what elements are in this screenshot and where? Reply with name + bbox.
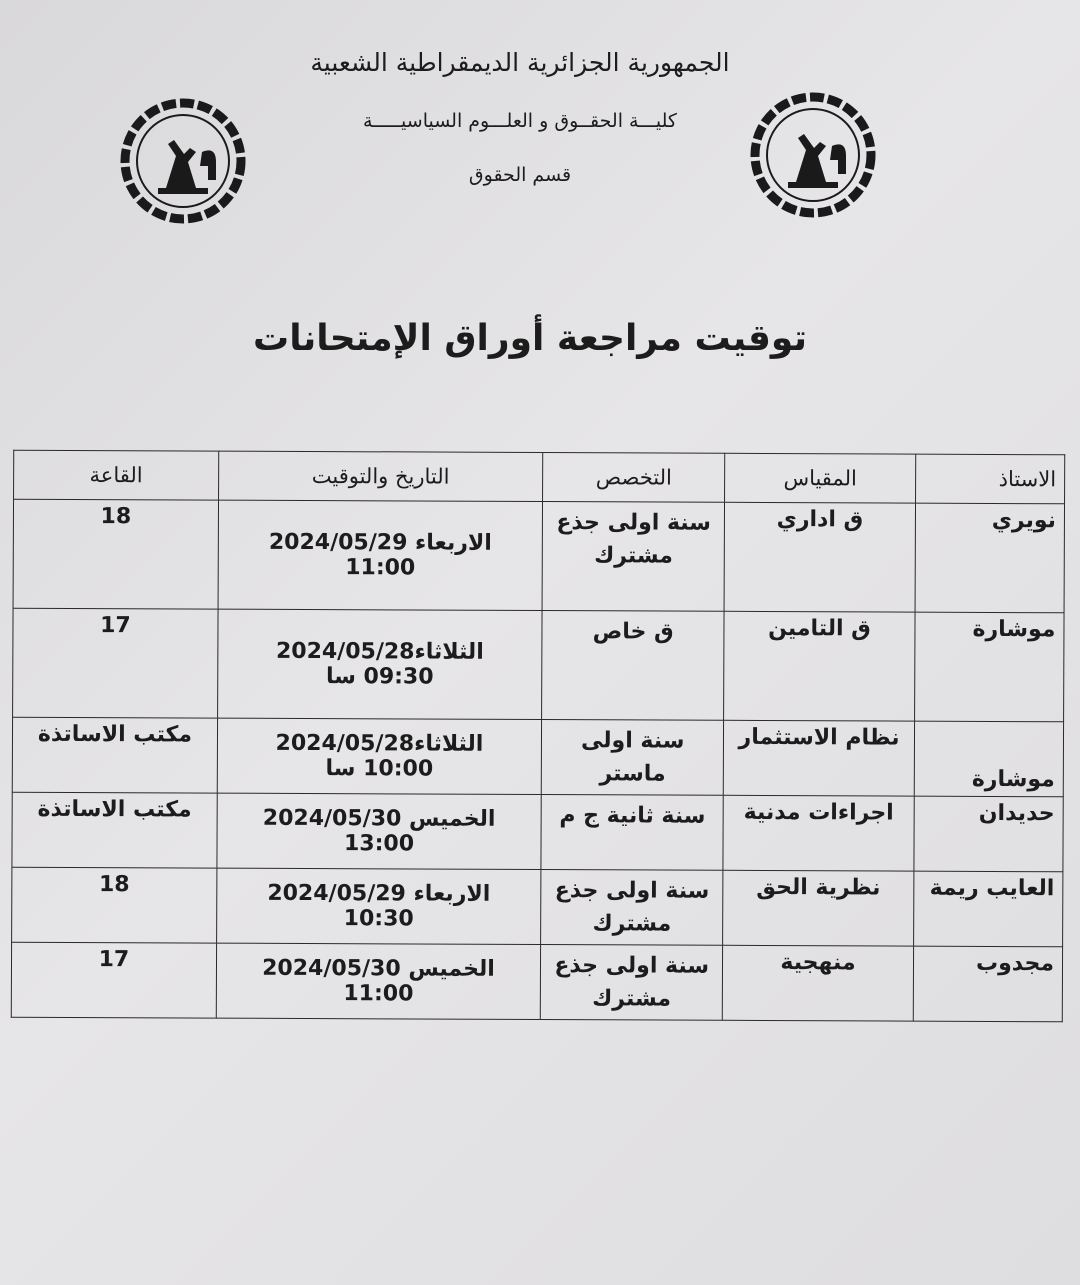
room-text: مكتب الاساتذة xyxy=(37,796,192,823)
table-row xyxy=(13,608,1064,722)
cell-room xyxy=(12,717,217,793)
header-specialty: التخصص xyxy=(543,453,725,503)
cell-datetime xyxy=(217,609,542,719)
cell-specialty xyxy=(541,795,724,871)
time-text: 10:00 سا xyxy=(325,756,434,782)
faculty-heading: كليـــة الحقــوق و العلـــوم السياسيـــــة xyxy=(363,110,677,132)
cell-professor: مجدوب xyxy=(913,946,1063,1022)
cell-specialty xyxy=(542,611,725,721)
date-text: الثلاثاء2024/05/28 xyxy=(275,638,484,665)
date-text: الثلاثاء2024/05/28 xyxy=(275,730,484,757)
cell-professor: موشارة xyxy=(914,721,1064,797)
cell-datetime xyxy=(217,793,542,869)
cell-professor: نويري xyxy=(915,503,1065,613)
time-text: 11:00 xyxy=(345,555,416,581)
document-title: توقيت مراجعة أوراق الإمتحانات xyxy=(253,318,807,359)
table-row xyxy=(12,867,1063,947)
date-text: الاربعاء 2024/05/29 xyxy=(268,529,492,556)
university-logo-left xyxy=(118,96,248,226)
date-text: الخميس 2024/05/30 xyxy=(262,955,495,982)
header-module: المقياس xyxy=(725,453,916,503)
header-room: القاعة xyxy=(14,450,219,500)
header-professor: الاستاذ xyxy=(915,454,1064,504)
cell-module: ق التامين xyxy=(724,611,915,721)
cell-datetime xyxy=(216,868,541,944)
specialty-text: سنة اولى ماستر xyxy=(580,728,685,787)
specialty-text: ق خاص xyxy=(592,619,674,645)
cell-datetime xyxy=(218,500,543,610)
cell-module: ق اداري xyxy=(724,502,915,612)
cell-specialty xyxy=(541,720,724,796)
room-text: 17 xyxy=(100,613,131,639)
table-row xyxy=(12,792,1063,872)
specialty-text: سنة ثانية ج م xyxy=(559,803,706,829)
header-datetime: التاريخ والتوقيت xyxy=(218,451,542,501)
cell-specialty xyxy=(542,502,725,612)
university-logo-right xyxy=(748,90,878,220)
time-text: 11:00 xyxy=(343,981,414,1007)
cell-room xyxy=(13,499,218,609)
cell-room xyxy=(11,942,216,1018)
table-row xyxy=(12,717,1063,797)
cell-room xyxy=(12,867,217,943)
specialty-text: سنة اولى جذع مشترك xyxy=(554,953,710,1012)
table-row xyxy=(13,499,1064,613)
cell-module: منهجية xyxy=(723,945,914,1021)
table-row xyxy=(11,942,1062,1022)
review-schedule-table xyxy=(11,450,1065,1023)
cell-datetime xyxy=(216,943,541,1019)
date-text: الاربعاء 2024/05/29 xyxy=(267,880,491,907)
cell-datetime xyxy=(217,718,542,794)
cell-professor: حديدان xyxy=(914,796,1064,872)
room-text: مكتب الاساتذة xyxy=(37,721,193,748)
cell-room xyxy=(13,608,218,718)
room-text: 18 xyxy=(98,872,130,898)
cell-room xyxy=(12,792,217,868)
time-text: 10:30 xyxy=(343,906,414,932)
republic-heading: الجمهورية الجزائرية الديمقراطية الشعبية xyxy=(310,48,730,77)
department-heading: قسم الحقوق xyxy=(468,164,572,186)
room-text: 17 xyxy=(98,947,130,973)
room-text: 18 xyxy=(100,504,132,530)
date-text: الخميس 2024/05/30 xyxy=(262,805,496,832)
time-text: 13:00 xyxy=(343,831,415,857)
cell-specialty xyxy=(540,945,723,1021)
cell-module: نظام الاستثمار xyxy=(724,720,915,796)
time-text: 09:30 سا xyxy=(325,664,434,690)
specialty-text: سنة اولى جذع مشترك xyxy=(556,510,712,569)
table-header-row xyxy=(14,450,1065,504)
cell-module: اجراءات مدنية xyxy=(723,795,914,871)
cell-professor: موشارة xyxy=(914,612,1064,722)
cell-module: نظرية الحق xyxy=(723,870,914,946)
specialty-text: سنة اولى جذع مشترك xyxy=(554,878,710,937)
cell-specialty xyxy=(541,870,724,946)
cell-professor: العايب ريمة xyxy=(913,871,1063,947)
